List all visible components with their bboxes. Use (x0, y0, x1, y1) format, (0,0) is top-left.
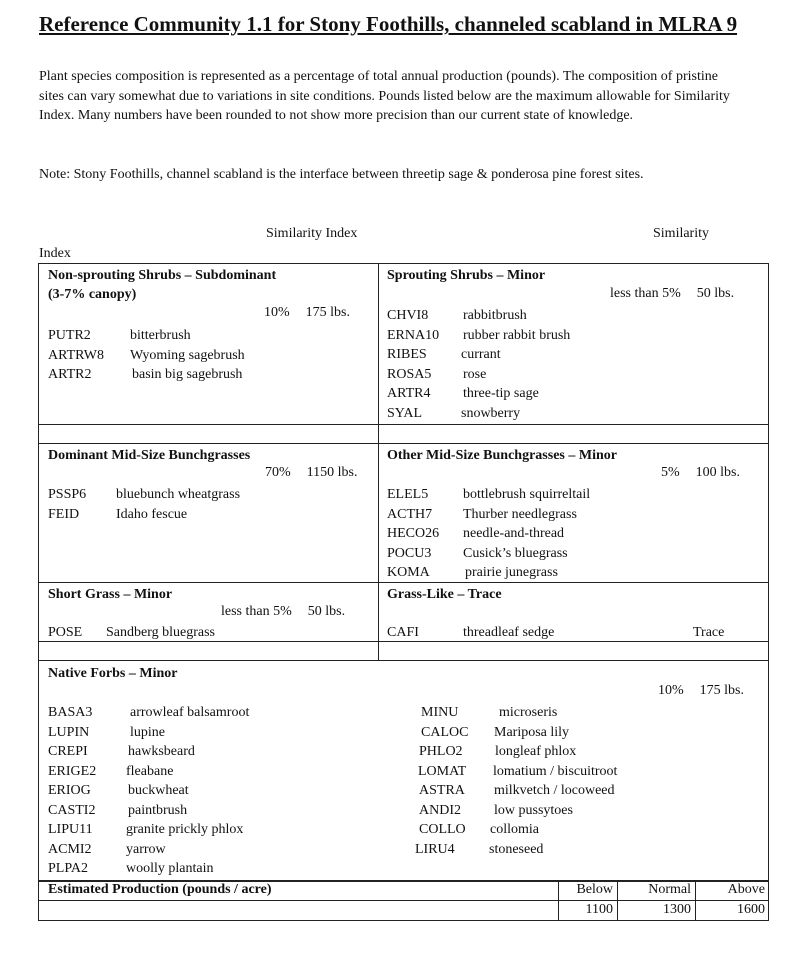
species-row (48, 505, 240, 525)
species-row (48, 326, 245, 346)
species-name: bitterbrush (130, 328, 191, 343)
species-name: needle-and-thread (463, 526, 565, 541)
species-name: hawksbeard (128, 744, 195, 759)
species-code: ARTR4 (387, 386, 431, 401)
species-name: snowberry (461, 405, 521, 421)
species-name: rubber rabbit brush (463, 327, 571, 343)
species-code: ERIGE2 (48, 763, 97, 779)
species-code: BASA3 (48, 705, 93, 720)
group-short-grass (48, 585, 172, 604)
species-name: arrowleaf balsamroot (130, 705, 250, 720)
species-code: ERNA10 (387, 327, 440, 343)
species-row (48, 859, 249, 879)
group-non-sprouting-shrubs (48, 266, 373, 304)
species-list (48, 623, 215, 643)
species-name: rose (463, 366, 487, 382)
percent: 70% (265, 465, 291, 480)
production-header-normal: Normal (648, 882, 691, 897)
species-name: stoneseed (489, 841, 544, 857)
species-code: RIBES (387, 347, 427, 362)
divider (378, 263, 379, 660)
species-name: currant (461, 347, 501, 362)
species-list (387, 485, 590, 583)
species-row (48, 801, 249, 821)
species-row (48, 742, 249, 762)
species-list (48, 485, 240, 524)
pounds: 175 lbs. (699, 683, 745, 698)
species-code: ELEL5 (387, 487, 429, 502)
species-row (418, 723, 617, 743)
pounds: 50 lbs. (307, 604, 346, 619)
species-list (387, 623, 762, 643)
group-amount (265, 465, 358, 481)
group-title: Non-sprouting Shrubs – Subdominant (48, 268, 277, 283)
species-row (387, 345, 570, 365)
species-row (418, 703, 617, 723)
species-row (48, 762, 249, 782)
species-row (387, 326, 570, 346)
group-subtitle: (3-7% canopy) (48, 287, 137, 302)
species-row (387, 563, 590, 583)
species-code: ASTRA (419, 783, 465, 798)
group-amount (610, 286, 734, 302)
species-list (48, 326, 245, 385)
percent: less than 5% (610, 286, 681, 301)
group-sprouting-shrubs (387, 266, 545, 285)
species-row (387, 384, 570, 404)
similarity-index-label-left: Similarity Index (266, 226, 358, 241)
group-amount (661, 465, 740, 481)
forbs-left-list (48, 703, 249, 879)
species-name: fleabane (126, 763, 174, 779)
species-row (387, 404, 570, 424)
divider (38, 424, 769, 425)
species-code: CALOC (421, 724, 469, 740)
group-other-bunchgrasses (387, 446, 617, 465)
note-paragraph: Note: Stony Foothills, channel scabland is the interface between threetip sage & ponderosa pine forest sites. (39, 167, 644, 182)
species-name: milkvetch / locoweed (494, 783, 615, 798)
species-name: threadleaf sedge (463, 625, 555, 640)
species-row (48, 346, 245, 366)
species-row (387, 485, 590, 505)
species-code: CREPI (48, 744, 88, 759)
species-code: POSE (48, 625, 83, 640)
species-row (48, 703, 249, 723)
group-amount (658, 683, 744, 699)
species-row (387, 623, 762, 643)
intro-paragraph: Plant species composition is represented as a percentage of total annual production (pounds). The composition of pristine sites can vary somewhat due to variations in site conditions. Pounds listed below are the maximum allowable for Similarity Index. Many numbers have been rounded to not show more precision than our current state of knowledge. (39, 69, 730, 123)
divider (38, 443, 769, 444)
species-code: KOMA (387, 565, 430, 580)
group-amount (221, 604, 345, 620)
species-code: FEID (48, 506, 80, 522)
species-name: basin big sagebrush (132, 367, 243, 382)
group-dominant-bunchgrasses (48, 446, 250, 465)
species-row (387, 306, 570, 326)
species-row (48, 781, 249, 801)
species-list (387, 306, 570, 423)
species-code: PSSP6 (48, 487, 87, 502)
species-code: LIRU4 (415, 841, 455, 857)
species-row (387, 365, 570, 385)
species-name: Mariposa lily (494, 724, 570, 740)
species-name: collomia (490, 822, 539, 837)
pounds: 1150 lbs. (306, 465, 358, 480)
production-value-below: 1100 (585, 902, 613, 917)
species-name: lupine (130, 724, 165, 740)
group-title: Native Forbs – Minor (48, 666, 178, 681)
species-code: CASTI2 (48, 802, 96, 818)
species-name: paintbrush (128, 802, 188, 818)
species-code: ARTRW8 (48, 347, 104, 363)
species-code: PHLO2 (419, 744, 463, 759)
species-row (415, 840, 617, 860)
species-row (48, 820, 249, 840)
species-row (387, 544, 590, 564)
production-value-normal: 1300 (663, 902, 691, 917)
percent: less than 5% (221, 604, 292, 619)
percent: 10% (658, 683, 684, 698)
species-code: HECO26 (387, 526, 440, 541)
species-name: granite prickly phlox (126, 822, 244, 837)
species-row (418, 781, 617, 801)
species-code: CAFI (387, 625, 419, 640)
species-name: low pussytoes (494, 802, 573, 818)
species-name: lomatium / biscuitroot (493, 763, 618, 779)
divider (38, 660, 769, 661)
species-code: ANDI2 (419, 802, 461, 818)
species-name: three-tip sage (463, 386, 539, 401)
group-title: Other Mid-Size Bunchgrasses – Minor (387, 448, 617, 463)
group-title: Dominant Mid-Size Bunchgrasses (48, 448, 251, 463)
species-row (48, 623, 215, 643)
species-row (387, 505, 590, 525)
production-value-above: 1600 (737, 902, 765, 917)
species-row (48, 840, 249, 860)
species-row (418, 742, 617, 762)
species-code: MINU (421, 705, 459, 720)
species-name: Cusick’s bluegrass (463, 545, 568, 561)
percent: 10% (264, 305, 290, 320)
species-code: ROSA5 (387, 366, 432, 382)
species-name: microseris (499, 705, 558, 720)
species-name: woolly plantain (126, 861, 214, 876)
pounds: 175 lbs. (305, 305, 351, 320)
group-grass-like (387, 585, 502, 604)
group-native-forbs (48, 664, 177, 683)
divider (38, 900, 769, 901)
page-title: Reference Community 1.1 for Stony Foothills, channeled scabland in MLRA 9 (39, 12, 738, 36)
species-name: yarrow (126, 841, 166, 857)
species-code: POCU3 (387, 545, 432, 561)
species-code: ARTR2 (48, 367, 92, 382)
similarity-index-wrap: Index (39, 246, 71, 261)
species-name: Wyoming sagebrush (130, 347, 245, 363)
species-code: ACTH7 (387, 506, 433, 522)
pounds: 50 lbs. (696, 286, 735, 301)
species-code: LOMAT (418, 763, 467, 779)
species-name: bluebunch wheatgrass (116, 487, 241, 502)
species-row (418, 820, 617, 840)
production-header-above: Above (727, 882, 765, 897)
species-code: LUPIN (48, 724, 90, 740)
species-code: PUTR2 (48, 328, 91, 343)
species-row (387, 524, 590, 544)
species-row (48, 723, 249, 743)
forbs-right-list (415, 703, 618, 859)
species-row (418, 801, 617, 821)
species-code: CHVI8 (387, 308, 429, 323)
species-code: PLPA2 (48, 861, 88, 876)
pounds: 100 lbs. (695, 465, 741, 480)
species-name: longleaf phlox (495, 744, 577, 759)
species-row (48, 485, 240, 505)
species-code: LIPU11 (48, 822, 93, 837)
group-title: Grass-Like – Trace (387, 587, 502, 602)
group-title: Sprouting Shrubs – Minor (387, 268, 546, 283)
species-name: prairie junegrass (465, 565, 558, 580)
species-row (418, 762, 617, 782)
group-title: Short Grass – Minor (48, 587, 173, 602)
similarity-label-right: Similarity (653, 226, 709, 241)
species-code: ERIOG (48, 783, 91, 798)
group-amount (264, 305, 350, 321)
species-code: COLLO (419, 822, 466, 837)
species-name: Idaho fescue (116, 506, 188, 522)
production-header-below: Below (576, 882, 613, 897)
species-name: bottlebrush squirreltail (463, 487, 591, 502)
species-name: buckwheat (128, 783, 189, 798)
species-name: Thurber needlegrass (463, 506, 577, 522)
percent: 5% (661, 465, 680, 480)
species-row (48, 365, 245, 385)
species-code: ACMI2 (48, 841, 92, 857)
species-name: rabbitbrush (463, 308, 527, 323)
production-label: Estimated Production (pounds / acre) (48, 882, 272, 897)
species-code: SYAL (387, 405, 423, 421)
species-name: Sandberg bluegrass (106, 625, 215, 640)
species-amount: Trace (693, 625, 725, 640)
